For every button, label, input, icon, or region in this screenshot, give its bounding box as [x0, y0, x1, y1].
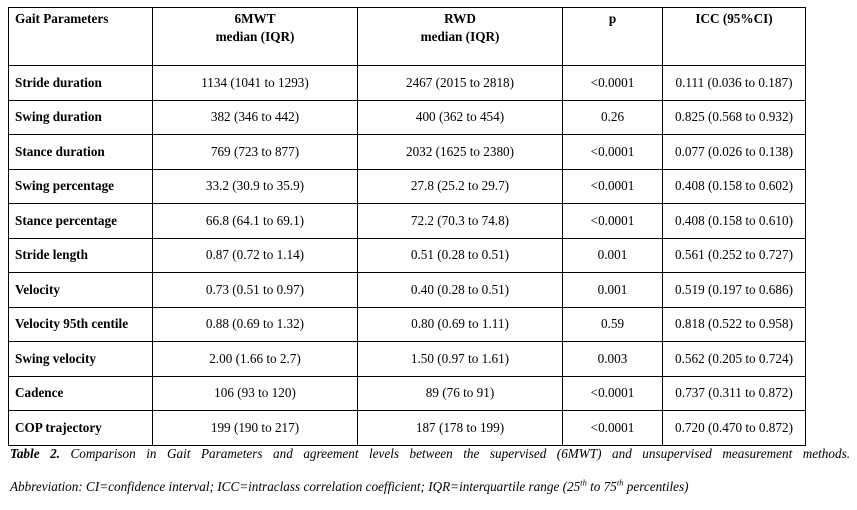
- header-rwd: [358, 8, 563, 66]
- cell-p-value: 0.003: [563, 342, 663, 377]
- cell-p-value: <0.0001: [563, 411, 663, 446]
- header-rwd-subtitle: median (IQR): [420, 29, 500, 44]
- caption-text: Comparison in Gait Parameters and agreement levels between the supervised (6MWT) and unsupervised measurement methods.: [70, 446, 851, 461]
- cell-6mwt-median: 199 (190 to 217): [153, 411, 358, 446]
- cell-6mwt-median: 106 (93 to 120): [153, 376, 358, 411]
- table-row: [9, 376, 806, 411]
- cell-gait-parameter: Stride duration: [9, 66, 153, 101]
- cell-p-value: <0.0001: [563, 169, 663, 204]
- cell-6mwt-median: 0.88 (0.69 to 1.32): [153, 307, 358, 342]
- cell-gait-parameter: Stance percentage: [9, 204, 153, 239]
- cell-6mwt-median: 2.00 (1.66 to 2.7): [153, 342, 358, 377]
- cell-icc: 0.562 (0.205 to 0.724): [663, 342, 806, 377]
- cell-p-value: <0.0001: [563, 66, 663, 101]
- abbrev-text-after: percentiles): [623, 479, 689, 494]
- cell-rwd-median: 1.50 (0.97 to 1.61): [358, 342, 563, 377]
- table-body: [9, 66, 806, 446]
- table-row: [9, 135, 806, 170]
- abbreviation-note: [10, 479, 689, 495]
- cell-icc: 0.077 (0.026 to 0.138): [663, 135, 806, 170]
- cell-icc: 0.519 (0.197 to 0.686): [663, 273, 806, 308]
- cell-p-value: <0.0001: [563, 204, 663, 239]
- cell-icc: 0.561 (0.252 to 0.727): [663, 238, 806, 273]
- cell-icc: 0.818 (0.522 to 0.958): [663, 307, 806, 342]
- header-6mwt-subtitle: median (IQR): [215, 29, 295, 44]
- cell-icc: 0.408 (0.158 to 0.610): [663, 204, 806, 239]
- cell-6mwt-median: 0.87 (0.72 to 1.14): [153, 238, 358, 273]
- cell-icc: 0.737 (0.311 to 0.872): [663, 376, 806, 411]
- abbrev-sup-2: th: [616, 477, 624, 488]
- abbrev-text-middle: to 75: [586, 479, 617, 494]
- cell-gait-parameter: Swing velocity: [9, 342, 153, 377]
- header-gait-parameters: Gait Parameters: [9, 8, 153, 66]
- header-p-value: p: [563, 8, 663, 66]
- table-row: [9, 66, 806, 101]
- cell-rwd-median: 400 (362 to 454): [358, 100, 563, 135]
- cell-gait-parameter: COP trajectory: [9, 411, 153, 446]
- cell-gait-parameter: Swing percentage: [9, 169, 153, 204]
- cell-p-value: 0.001: [563, 238, 663, 273]
- cell-rwd-median: 2032 (1625 to 2380): [358, 135, 563, 170]
- cell-6mwt-median: 1134 (1041 to 1293): [153, 66, 358, 101]
- header-6mwt: [153, 8, 358, 66]
- cell-icc: 0.825 (0.568 to 0.932): [663, 100, 806, 135]
- cell-gait-parameter: Cadence: [9, 376, 153, 411]
- caption-label: Table 2.: [10, 446, 60, 461]
- cell-6mwt-median: 33.2 (30.9 to 35.9): [153, 169, 358, 204]
- abbrev-sup-1: th: [580, 477, 587, 488]
- table-row: [9, 342, 806, 377]
- table-row: [9, 307, 806, 342]
- table-caption: [10, 446, 850, 462]
- header-6mwt-title: 6MWT: [234, 11, 276, 26]
- cell-rwd-median: 89 (76 to 91): [358, 376, 563, 411]
- cell-6mwt-median: 0.73 (0.51 to 0.97): [153, 273, 358, 308]
- cell-p-value: 0.26: [563, 100, 663, 135]
- table-row: [9, 238, 806, 273]
- cell-gait-parameter: Stance duration: [9, 135, 153, 170]
- table-row: [9, 100, 806, 135]
- cell-rwd-median: 0.51 (0.28 to 0.51): [358, 238, 563, 273]
- cell-p-value: <0.0001: [563, 376, 663, 411]
- cell-gait-parameter: Stride length: [9, 238, 153, 273]
- cell-6mwt-median: 66.8 (64.1 to 69.1): [153, 204, 358, 239]
- cell-gait-parameter: Velocity: [9, 273, 153, 308]
- cell-6mwt-median: 382 (346 to 442): [153, 100, 358, 135]
- cell-gait-parameter: Velocity 95th centile: [9, 307, 153, 342]
- cell-rwd-median: 187 (178 to 199): [358, 411, 563, 446]
- abbrev-text-before: Abbreviation: CI=confidence interval; ICC=intraclass correlation coefficient; IQR=interquartile range (25: [10, 479, 581, 494]
- cell-gait-parameter: Swing duration: [9, 100, 153, 135]
- cell-rwd-median: 27.8 (25.2 to 29.7): [358, 169, 563, 204]
- gait-comparison-table: [8, 7, 806, 446]
- cell-p-value: <0.0001: [563, 135, 663, 170]
- cell-6mwt-median: 769 (723 to 877): [153, 135, 358, 170]
- cell-rwd-median: 72.2 (70.3 to 74.8): [358, 204, 563, 239]
- table-row: [9, 273, 806, 308]
- cell-rwd-median: 0.80 (0.69 to 1.11): [358, 307, 563, 342]
- cell-icc: 0.408 (0.158 to 0.602): [663, 169, 806, 204]
- cell-icc: 0.720 (0.470 to 0.872): [663, 411, 806, 446]
- table-row: [9, 204, 806, 239]
- cell-icc: 0.111 (0.036 to 0.187): [663, 66, 806, 101]
- table-row: [9, 411, 806, 446]
- cell-p-value: 0.001: [563, 273, 663, 308]
- cell-p-value: 0.59: [563, 307, 663, 342]
- cell-rwd-median: 2467 (2015 to 2818): [358, 66, 563, 101]
- header-rwd-title: RWD: [444, 11, 476, 26]
- table-header-row: [9, 8, 806, 66]
- cell-rwd-median: 0.40 (0.28 to 0.51): [358, 273, 563, 308]
- table-row: [9, 169, 806, 204]
- header-icc: ICC (95%CI): [663, 8, 806, 66]
